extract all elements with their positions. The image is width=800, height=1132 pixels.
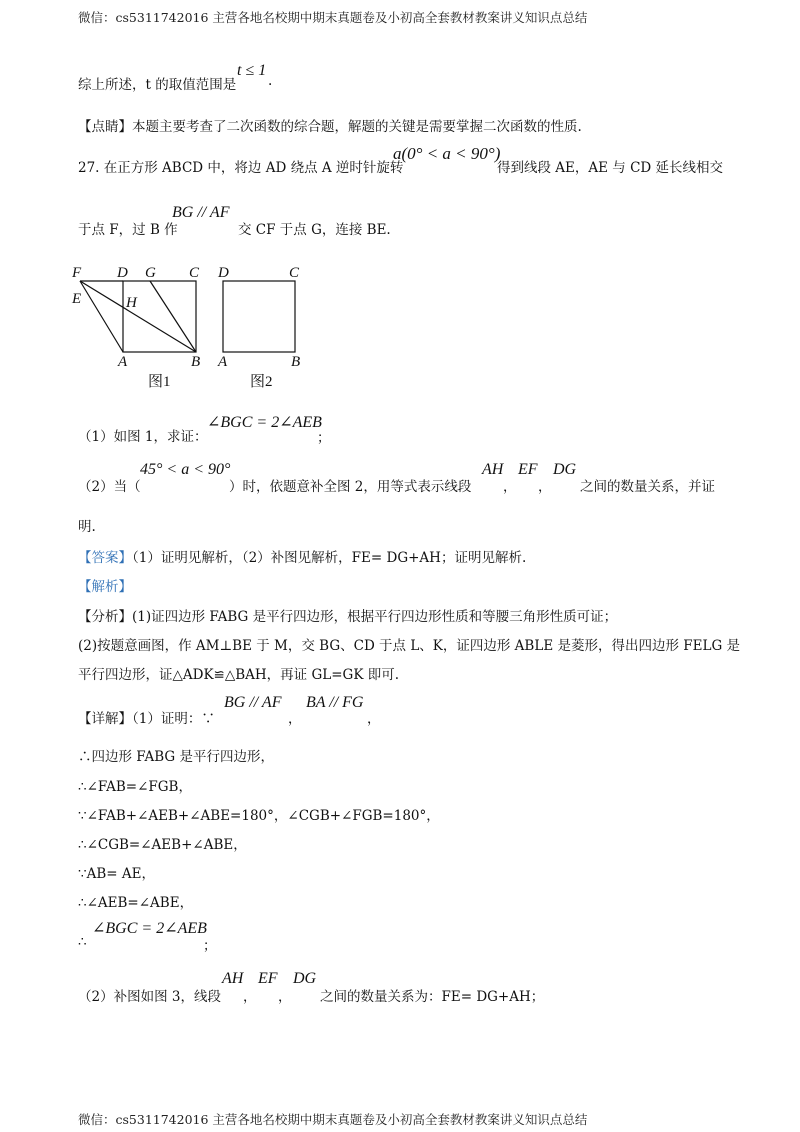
line-GB [150,281,196,352]
label-C1: C [189,265,200,281]
q2-seg-AH: AH [482,461,504,478]
q2-mid: ）时，依题意补全图 2，用等式表示线段 [229,479,472,495]
jiexi-tag: 【解析】 [78,579,132,595]
problem-line2-end: 交 CF 于点 G，连接 BE. [238,222,391,238]
conclusion-text: 综上所述，t 的取值范围是 [78,77,237,93]
problem-line1: 27. 在正方形 ABCD 中，将边 AD 绕点 A 逆时针旋转 [78,160,404,176]
problem-line2: 于点 F，过 B 作 [78,222,178,238]
problem-formula-parallel: BG // AF [172,204,230,221]
label-D2: D [218,265,229,281]
part2-sep2: ， [278,989,292,1005]
label-A2: A [218,354,228,370]
detail-step6: ∴∠AEB=∠ABE， [78,895,194,911]
detail-step3: ∵∠FAB+∠AEB+∠ABE=180°，∠CGB+∠FGB=180°， [78,808,440,824]
part2-seg-DG: DG [293,970,317,987]
figure2-caption: 图2 [250,374,273,390]
answer-text: （1）证明见解析，（2）补图见解析，FE= DG+AH；证明见解析. [132,550,527,566]
problem-formula-angle: a(0° < a < 90°) [393,144,501,163]
q2-end: 之间的数量关系，并证 [580,479,715,495]
dianjing-note: 【点睛】本题主要考查了二次函数的综合题，解题的关键是需要掌握二次函数的性质. [78,119,582,135]
line-FA [80,281,123,352]
figure2 [217,265,300,390]
line-EB [80,281,196,352]
figure2-square [223,281,295,352]
label-C2: C [289,265,300,281]
detail-step5: ∵AB= AE， [78,866,155,882]
label-B2: B [291,354,301,370]
q2-seg-EF: EF [518,461,538,478]
fenxi-line2: (2)按题意画图，作 AM⊥BE 于 M，交 BG、CD 于点 L、K，证四边形 ABLE 是菱形，得出四边形 FELG 是 [78,638,741,654]
q2-text: （2）当（ [78,479,141,495]
detail-step7-formula: ∠BGC = 2∠AEB [92,920,207,937]
detail-comma1: ， [288,711,302,727]
label-A1: A [118,354,128,370]
problem-line1-end: 得到线段 AE，AE 与 CD 延长线相交 [497,160,724,176]
figure1 [71,265,200,390]
detail-step1: ∴四边形 FABG 是平行四边形， [78,749,274,765]
conclusion-formula: t ≤ 1 [237,62,267,79]
q2-formula: 45° < a < 90° [140,461,231,478]
part2-end: 之间的数量关系为：FE= DG+AH； [320,989,545,1005]
part2-seg-AH: AH [222,970,244,987]
answer-line [78,546,526,566]
page-footer: 微信：cs5311742016 主营各地名校期中期末真题卷及小初高全套教材教案讲义知识点总结 [78,1112,588,1127]
fenxi-line3: 平行四边形，证△ADK≌△BAH，再证 GL=GK 即可. [78,667,399,683]
detail-formula1: BG // AF [224,694,282,711]
label-E: E [72,291,82,307]
detail-step2: ∴∠FAB=∠FGB， [78,779,192,795]
part2-text: （2）补图如图 3，线段 [78,989,221,1005]
part2-sep1: ， [243,989,257,1005]
detail-step7-end: ； [203,938,217,954]
part2-seg-EF: EF [258,970,278,987]
q2-cont: 明. [78,519,96,535]
detail-formula2: BA // FG [306,694,364,711]
label-B1: B [191,354,201,370]
q2-sep1: ， [503,479,517,495]
detail-step4: ∴∠CGB=∠AEB+∠ABE， [78,837,247,853]
detail-comma2: ， [367,711,381,727]
conclusion-end: . [268,73,273,89]
label-H: H [126,295,137,311]
q1-end: ； [317,430,331,446]
detail-start: 【详解】（1）证明：∵ [78,711,215,727]
q2-seg-DG: DG [553,461,577,478]
label-F: F [72,265,82,281]
answer-tag: 【答案】 [78,550,132,566]
page-header: 微信：cs5311742016 主营各地名校期中期末真题卷及小初高全套教材教案讲义知识点总结 [78,10,588,25]
geometry-figures [60,255,320,395]
figure1-caption: 图1 [148,374,171,390]
figure1-square [123,281,196,352]
fenxi-line1: 【分析】(1)证四边形 FABG 是平行四边形，根据平行四边形性质和等腰三角形性质可证； [78,609,618,625]
q2-sep2: ， [538,479,552,495]
label-G: G [145,265,156,281]
q1-formula: ∠BGC = 2∠AEB [207,414,322,431]
label-D1: D [117,265,128,281]
detail-step7-symbol: ∴ [78,934,87,950]
q1-text: （1）如图 1，求证： [78,429,208,445]
